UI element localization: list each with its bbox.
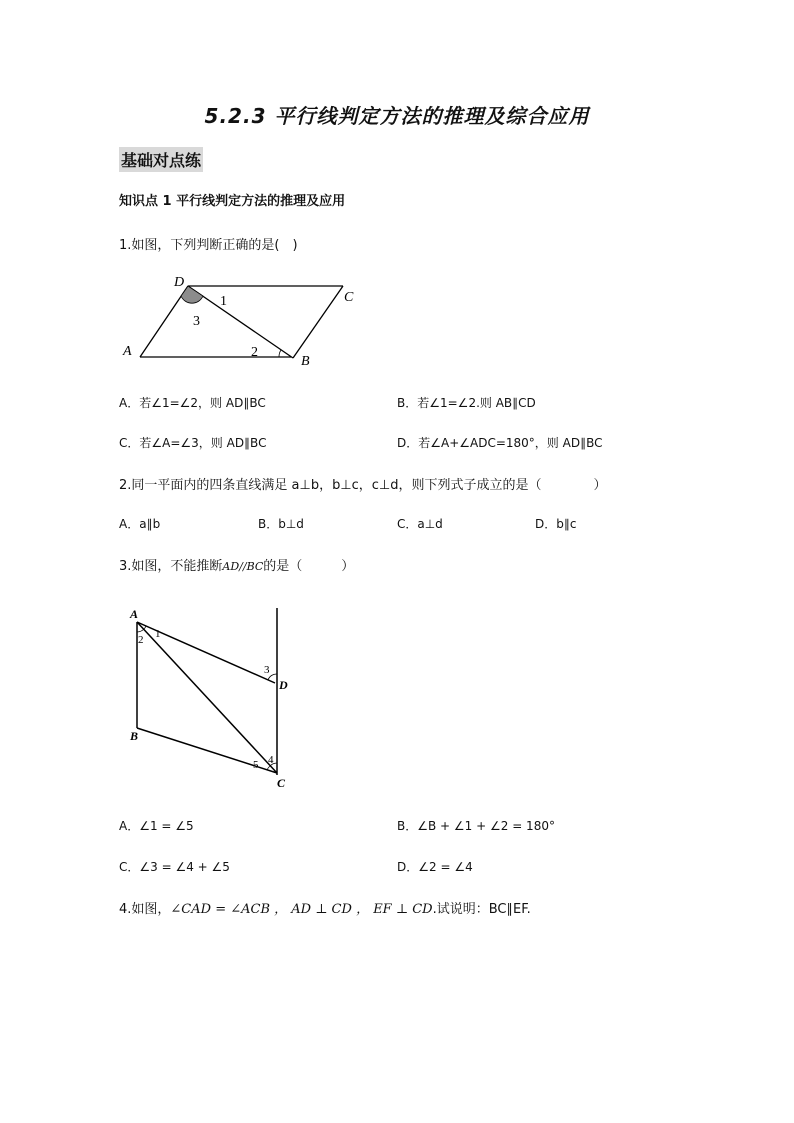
page-title: 5.2.3 平行线判定方法的推理及综合应用 [204,104,590,128]
q1-option-b: B．若∠1=∠2.则 AB∥CD [397,396,536,410]
q1-option-d: D．若∠A+∠ADC=180°，则 AD∥BC [397,436,603,450]
label-A: A [130,607,139,621]
q2-option-c: C．a⊥d [397,517,443,531]
q4-prefix: 4.如图， [119,902,171,917]
label-angle-5: 5 [253,759,259,771]
knowledge-point-heading: 知识点 1 平行线判定方法的推理及应用 [119,194,346,209]
q3-stem-after: 的是（ ） [263,559,355,574]
question-3-stem [119,555,354,574]
label-angle-4: 4 [268,754,274,766]
label-D: D [279,678,288,692]
q4-math: ∠CAD = ∠ACB ， AD ⊥ CD ， EF ⊥ CD [170,902,433,917]
question-1-stem: 1.如图，下列判断正确的是( ) [119,238,298,253]
angle-2-arc [279,350,281,357]
q2-option-a: A．a∥b [119,517,161,531]
q3-stem-before: 3.如图，不能推断 [119,559,223,574]
q1-option-c: C．若∠A=∠3，则 AD∥BC [119,436,267,450]
question-4-stem [119,898,531,917]
label-C: C [277,776,286,790]
q3-option-c: C．∠3 = ∠4 + ∠5 [119,860,230,874]
question-2-stem: 2.同一平面内的四条直线满足 a⊥b，b⊥c，c⊥d，则下列式子成立的是（ ） [119,478,607,493]
section-heading: 基础对点练 [119,147,203,172]
q2-option-b: B．b⊥d [258,517,304,531]
q3-stem-math: AD//BC [222,560,264,573]
label-D: D [174,275,185,290]
label-angle-2: 2 [251,345,258,360]
label-angle-1: 1 [220,294,227,309]
label-angle-3: 3 [193,314,200,329]
label-angle-1: 1 [155,628,161,640]
label-angle-2: 2 [138,634,144,646]
label-angle-3: 3 [264,664,270,676]
label-B: B [130,729,139,743]
label-A: A [123,344,132,359]
q3-option-b: B．∠B + ∠1 + ∠2 = 180° [397,819,555,833]
q2-option-d: D．b∥c [535,517,577,531]
question-3-figure [120,600,300,800]
q3-option-a: A．∠1 = ∠5 [119,819,194,833]
label-B: B [301,354,310,369]
shaded-angle-3 [181,286,203,303]
q1-option-a: A．若∠1=∠2，则 AD∥BC [119,396,266,410]
question-1-figure [115,270,375,370]
q4-suffix: .试说明：BC∥EF. [432,902,531,917]
q3-option-d: D．∠2 = ∠4 [397,860,473,874]
label-C: C [344,290,354,305]
